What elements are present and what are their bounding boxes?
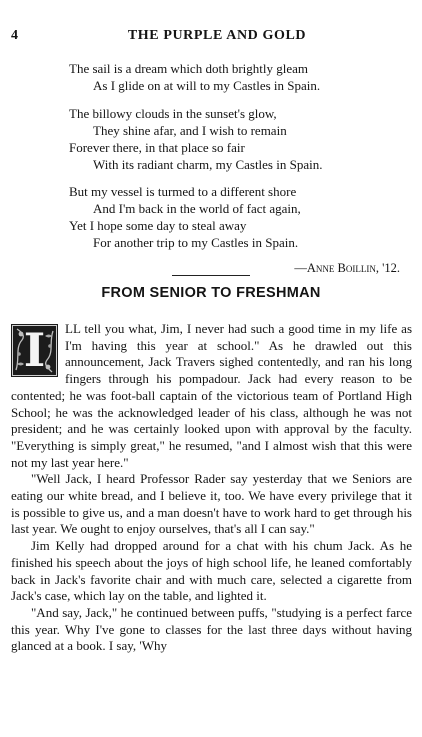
poem-line: The billowy clouds in the sunset's glow, [69,105,277,121]
section-divider [172,275,250,276]
paragraph-text: LL tell you what, Jim, I never had such a good time in my life as I'm having this year at school." As he drawled out this announcement, Jack Travers sighed contentedly, and ran his long fingers through his pompadour. Jack had every reason to be contented; he was foot-ball captain of the victorious team of Portland High School; he was the acknowledged leader of his class, although he was not president; and he was certainly looked upon with approval by the faculty. "Everything is simply great," he resumed, "and I almost wish that this were not my last year here." [11,321,412,470]
poem-line: The sail is a dream which doth brightly gleam [69,61,308,76]
poem-line: And I'm back in the world of fact again, [93,201,301,216]
ornamental-drop-cap [11,324,58,377]
article-paragraph [11,321,412,471]
article-paragraph: Jim Kelly had dropped around for a chat with his chum Jack. As he finished his speech about the joys of high school life, he leaned comfortably back in Jack's favorite chair and with much care, selected a cigarette from Jack's case, which lay on the table, and lighted it. [11,538,412,604]
poem-stanza [0,60,422,94]
article-body [11,321,412,655]
drop-cap-letter: I [23,324,46,377]
poem-signature: —Anne Boillin, '12. [294,260,400,275]
poem-line: As I glide on at will to my Castles in Spain. [93,78,321,93]
page-header [0,28,422,46]
page-number: 4 [11,28,18,43]
journal-title: THE PURPLE AND GOLD [127,28,307,43]
poem-line: They shine afar, and I wish to remain [93,122,287,138]
poem-line: For another trip to my Castles in Spain. [93,235,299,250]
poem [0,60,422,276]
article-paragraph: "Well Jack, I heard Professor Rader say yesterday that we Seniors are eating our white bread, and I believe it, too. We have every privilege that it is possible to give us, and a man doesn't have to work hard to get through his last year. We ought to enjoy ourselves, that's all I can say." [11,471,412,537]
poem-stanza [0,183,422,251]
poem-line: Yet I hope some day to steal away [69,218,247,233]
poem-line: But my vessel is turmed to a different shore [69,184,297,199]
article-title: FROM SENIOR TO FRESHMAN [101,285,321,301]
poem-line: Forever there, in that place so fair [69,139,245,155]
poem-stanza [0,105,422,173]
article-paragraph: "And say, Jack," he continued between puffs, "studying is a perfect farce this year. Why I've gone to classes for the last three days without having glanced at a book. I say, 'Why [11,604,412,654]
poem-line: With its radiant charm, my Castles in Spain. [93,156,323,172]
